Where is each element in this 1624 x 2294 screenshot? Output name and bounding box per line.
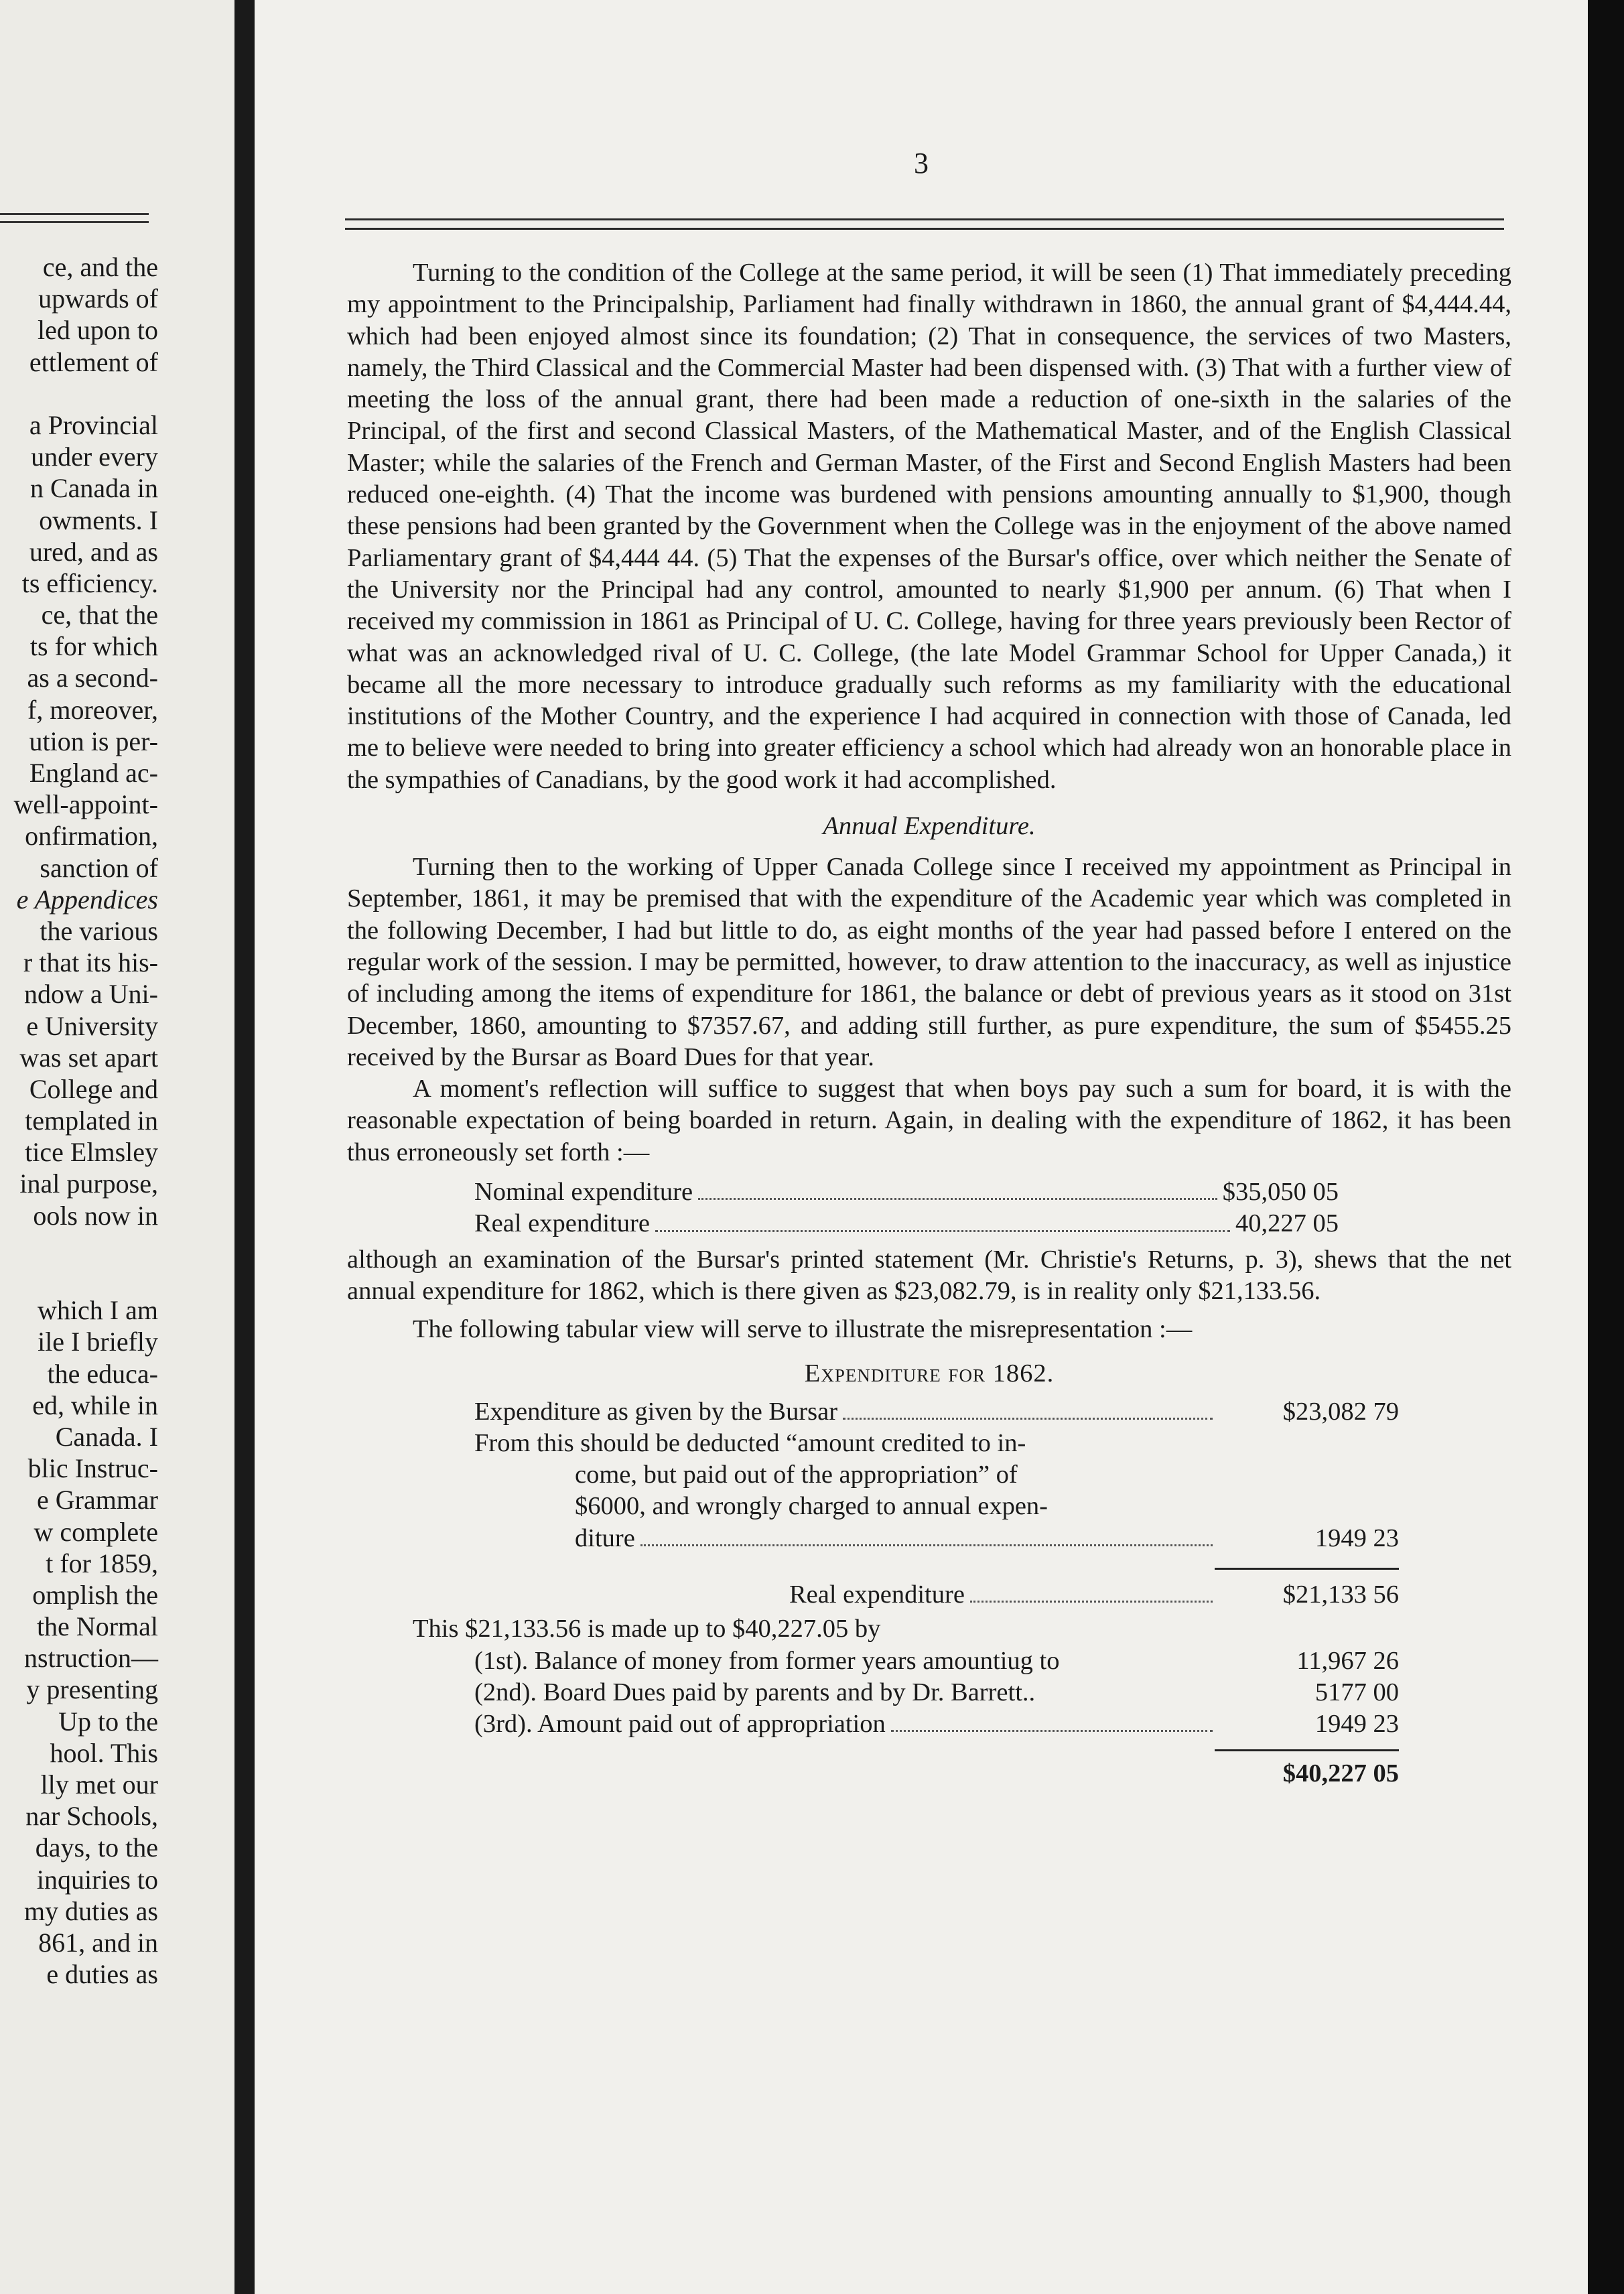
left-line: ile I briefly bbox=[38, 1327, 158, 1357]
page-number: 3 bbox=[914, 147, 929, 180]
left-line: days, to the bbox=[35, 1832, 158, 1863]
section-heading: Annual Expenditure. bbox=[823, 812, 1036, 841]
book-gutter bbox=[234, 0, 255, 2294]
left-page-rule bbox=[0, 213, 149, 215]
real-expenditure-total-value: $21,133 56 bbox=[1282, 1580, 1399, 1609]
deduction-text: come, but paid out of the appropriation” of bbox=[575, 1461, 1018, 1489]
left-line: e Grammar bbox=[36, 1485, 158, 1515]
left-line: e University bbox=[26, 1010, 158, 1041]
item-value: 5177 00 bbox=[1314, 1678, 1399, 1706]
nominal-expenditure-value: $35,050 05 bbox=[1222, 1178, 1339, 1207]
table-block bbox=[474, 1396, 1399, 1611]
deduction-text: From this should be deducted “amount credited to in- bbox=[474, 1428, 1026, 1457]
left-line: y presenting bbox=[26, 1674, 158, 1705]
left-line: upwards of bbox=[38, 283, 158, 314]
left-line: blic Instruc- bbox=[27, 1453, 158, 1484]
left-line: which I am bbox=[38, 1295, 158, 1326]
left-line bbox=[0, 1231, 158, 1263]
item-label: (1st). Balance of money from former years amountiug to bbox=[474, 1646, 1060, 1675]
real-expenditure-label: Real expenditure bbox=[474, 1209, 650, 1238]
left-line: Canada. I bbox=[55, 1421, 158, 1452]
left-line: nar Schools, bbox=[25, 1801, 158, 1832]
header-rule bbox=[345, 218, 1504, 220]
leader-dots bbox=[698, 1176, 1217, 1200]
nominal-expenditure-row bbox=[474, 1176, 1339, 1208]
left-line: ts efficiency. bbox=[21, 567, 158, 598]
left-line: the various bbox=[40, 915, 158, 946]
left-line: ed, while in bbox=[32, 1390, 158, 1420]
right-page-edge bbox=[1588, 0, 1624, 2294]
deduction-continued bbox=[575, 1459, 1399, 1554]
left-line: omplish the bbox=[32, 1579, 158, 1610]
bursar-value: $23,082 79 bbox=[1282, 1397, 1399, 1426]
left-page-text bbox=[0, 251, 158, 1990]
left-line: sanction of bbox=[40, 852, 158, 883]
paragraph-working: Turning then to the working of Upper Canada College since I received my appointment as Principal in September, 1861, it may be premised that with the expenditure of the Academic year which was completed in the following December, I had but little to do, as eight months of the year had passed before I entered on the regular work of the session. I may be permitted, however, to draw attention to the inaccuracy, as well as injustice of including among the items of expenditure for 1861, the balance or debt of previous years as it stood on 31st December, 1860, amounting to $7357.67, and adding still further, as pure expenditure, the sum of $5455.25 received by the Bursar as Board Dues for that year. bbox=[347, 853, 1511, 1071]
left-line: as a second- bbox=[27, 663, 158, 693]
paragraph-tabular-view: The following tabular view will serve to illustrate the misrepresentation :— bbox=[413, 1315, 1193, 1344]
left-line: owments. I bbox=[39, 504, 158, 535]
real-expenditure-value: 40,227 05 bbox=[1235, 1209, 1339, 1238]
page-body bbox=[347, 257, 1511, 1790]
left-line: ce, that the bbox=[41, 600, 158, 630]
left-line: inal purpose, bbox=[19, 1168, 158, 1199]
item-label: (2nd). Board Dues paid by parents and by Dr. Barrett.. bbox=[474, 1678, 1036, 1706]
deduction-text: $6000, and wrongly charged to annual expen- bbox=[575, 1492, 1048, 1521]
deduction-line-4 bbox=[575, 1523, 1399, 1554]
main-page bbox=[255, 0, 1588, 2294]
left-page-rule bbox=[0, 221, 149, 223]
left-line: under every bbox=[31, 442, 158, 472]
left-line: led upon to bbox=[38, 315, 158, 346]
item-value: 11,967 26 bbox=[1296, 1646, 1399, 1675]
left-line bbox=[0, 378, 158, 409]
left-line: w complete bbox=[33, 1516, 158, 1547]
left-line: t for 1859, bbox=[46, 1548, 158, 1578]
leader-dots bbox=[843, 1396, 1213, 1420]
left-line: lly met our bbox=[40, 1769, 158, 1800]
left-line bbox=[0, 1263, 158, 1294]
item-value: 1949 23 bbox=[1314, 1710, 1399, 1739]
left-line: onfirmation, bbox=[25, 821, 158, 852]
deduction-line-3 bbox=[575, 1491, 1399, 1522]
bursar-row bbox=[474, 1396, 1399, 1428]
left-line: College and bbox=[29, 1073, 158, 1104]
left-line: hool. This bbox=[50, 1737, 158, 1768]
left-line: e duties as bbox=[46, 1959, 158, 1990]
nominal-expenditure-label: Nominal expenditure bbox=[474, 1178, 693, 1207]
item-row bbox=[474, 1645, 1399, 1677]
left-line: nstruction— bbox=[24, 1643, 158, 1674]
leader-dots bbox=[640, 1523, 1213, 1546]
expenditure-table bbox=[347, 1358, 1511, 1790]
sum-rule bbox=[1215, 1749, 1399, 1751]
grand-total-row bbox=[474, 1758, 1399, 1790]
left-line: e Appendices bbox=[16, 884, 158, 915]
leader-dots bbox=[970, 1579, 1213, 1603]
leader-dots bbox=[655, 1208, 1230, 1231]
left-line: templated in bbox=[25, 1105, 158, 1136]
left-facing-page bbox=[0, 0, 234, 2294]
sum-rule bbox=[1215, 1568, 1399, 1570]
left-line: England ac- bbox=[29, 758, 158, 788]
table-title: Expenditure for 1862. bbox=[804, 1359, 1055, 1388]
made-up-text: This $21,133.56 is made up to $40,227.05 by bbox=[413, 1615, 881, 1643]
left-line: ndow a Uni- bbox=[24, 979, 158, 1010]
left-line: the educa- bbox=[47, 1358, 158, 1389]
real-expenditure-total-row bbox=[789, 1579, 1399, 1611]
deduction-value: 1949 23 bbox=[1314, 1524, 1399, 1552]
left-line: ools now in bbox=[33, 1200, 158, 1231]
left-line: my duties as bbox=[24, 1895, 158, 1926]
left-line: was set apart bbox=[19, 1042, 158, 1073]
left-line: the Normal bbox=[36, 1611, 158, 1642]
left-line: ured, and as bbox=[29, 536, 158, 567]
deduction-line-2 bbox=[575, 1459, 1399, 1491]
grand-total-value: $40,227 05 bbox=[1282, 1759, 1399, 1788]
paragraph-college-condition: Turning to the condition of the College at the same period, it will be seen (1) That immediately preceding my appointment to the Principalship, Parliament had finally withdrawn in 1860, the annual grant of $4,444.44, which had been enjoyed almost since its foundation; (2) That in consequence, the services of two Masters, namely, the Third Classical and the Commercial Master had been dispensed with. (3) That with a further view of meeting the loss of the annual grant, there had been made a reduction of one-sixth in the salaries of the Principal, of the first and second Classical Masters, of the Mathematical Master, and of the English Classical Master; while the salaries of the French and German Master, of the First and Second English Masters had been reduced one-eighth. (4) That the income was burdened with pensions amounting annually to $1,900, though these pensions had been granted by the Government when the College was in the enjoyment of the above named Parliamentary grant of $4,444 44. (5) That the expenses of the Bursar's office, over which neither the Senate of the University nor the Principal had any control, amounted to nearly $1,900 per annum. (6) That when I received my commission in 1861 as Principal of U. C. College, having for three years previously been Rector of what was an acknowledged rival of U. C. College, (the late Model Grammar School for Upper Canada,) it became all the more necessary to introduce gradually such reforms as my familiarity with the educational institutions of the Mother Country, and the experience I had acquired in connection with those of Canada, led me to believe were needed to bring into greater efficiency a school which had already won an honorable place in the sympathies of Canadians, by the good work it had accomplished. bbox=[347, 259, 1511, 794]
paragraph-reflection: A moment's reflection will suffice to suggest that when boys pay such a sum for board, it is with the reasonable expectation of being boarded in return. Again, in dealing with the expenditure of 1862, it has been thus erroneously set forth :— bbox=[347, 1075, 1511, 1166]
deduction-text: diture bbox=[575, 1524, 635, 1552]
item-row bbox=[474, 1677, 1399, 1708]
made-up-line bbox=[413, 1613, 1511, 1645]
left-line: ution is per- bbox=[29, 726, 158, 756]
leader-dots bbox=[891, 1708, 1213, 1732]
deduction-line-1 bbox=[474, 1428, 1399, 1459]
item-label: (3rd). Amount paid out of appropriation bbox=[474, 1710, 886, 1739]
left-line: r that its his- bbox=[23, 947, 158, 978]
bursar-label: Expenditure as given by the Bursar bbox=[474, 1397, 838, 1426]
left-line: ts for which bbox=[29, 631, 158, 662]
left-line: 861, and in bbox=[38, 1927, 158, 1958]
left-line: ettlement of bbox=[29, 346, 158, 377]
paragraph-examination: although an examination of the Bursar's printed statement (Mr. Christie's Returns, p. 3), shews that the net annual expenditure for 1862, which is there given as $23,082.79, is in reality only $21,133.56. bbox=[347, 1245, 1511, 1305]
left-line: ce, and the bbox=[42, 252, 158, 282]
left-line: a Provincial bbox=[29, 409, 158, 440]
real-expenditure-total-label: Real expenditure bbox=[789, 1580, 965, 1609]
left-line: well-appoint- bbox=[13, 789, 158, 820]
left-line: inquiries to bbox=[36, 1864, 158, 1895]
left-line: n Canada in bbox=[29, 473, 158, 504]
left-line: Up to the bbox=[58, 1706, 158, 1737]
left-line: tice Elmsley bbox=[25, 1137, 158, 1168]
header-rule bbox=[345, 228, 1504, 230]
made-up-items bbox=[474, 1645, 1399, 1790]
real-expenditure-row bbox=[474, 1208, 1339, 1239]
left-line: f, moreover, bbox=[27, 694, 158, 725]
set-forth-list bbox=[474, 1176, 1339, 1240]
item-row bbox=[474, 1708, 1399, 1740]
